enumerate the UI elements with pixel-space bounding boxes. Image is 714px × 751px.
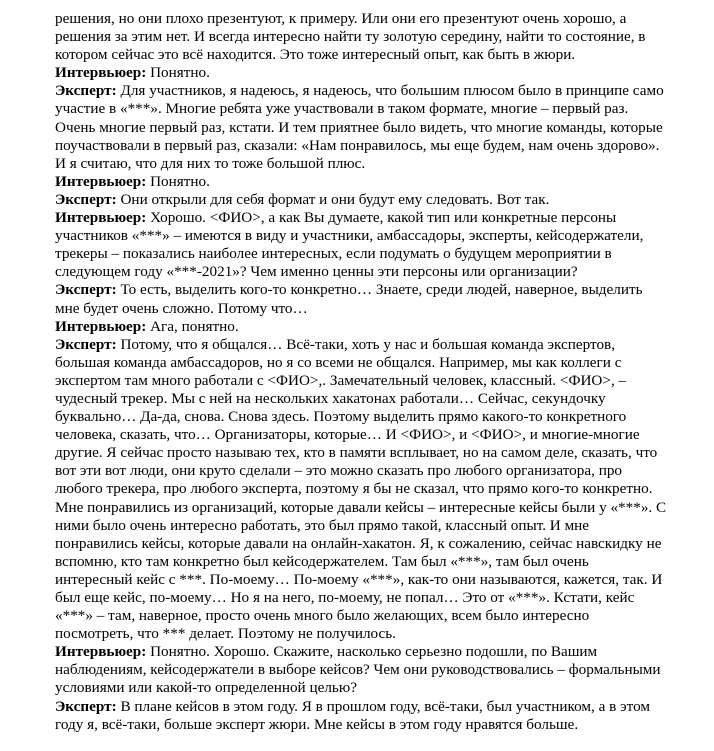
speaker-label: Интервьюер:	[55, 317, 147, 335]
paragraph-text: Понятно.	[146, 64, 210, 82]
speaker-label: Эксперт:	[55, 335, 117, 353]
paragraph-8	[55, 318, 670, 336]
paragraph-1	[55, 10, 670, 64]
paragraph-11	[55, 698, 670, 734]
speaker-label: Интервьюер:	[55, 643, 147, 661]
paragraph-text: То есть, выделить кого-то конкретно… Знаете, среди людей, наверное, выделить мне будет очень сложно. Потому что…	[55, 281, 643, 317]
speaker-label: Эксперт:	[55, 190, 117, 208]
paragraph-text: Ага, понятно.	[146, 317, 239, 335]
paragraph-text: В плане кейсов в этом году. Я в прошлом году, всё-таки, был участником, а в этом году я, всё-таки, больше эксперт жюри. Мне кейсы в этом году нравятся больше.	[55, 697, 651, 733]
paragraph-text: Для участников, я надеюсь, я надеюсь, что большим плюсом было в принципе само участие в «***». Многие ребята уже участвовали в таком формате, многие – первый раз. Очень многие первый раз, кстати. И тем приятнее было видеть, что многие команды, которые поучаствовали в первый раз, сказали: «Нам понравилось, мы еще будем, нам очень здорово». И я считаю, что для них то тоже большой плюс.	[55, 82, 664, 172]
paragraph-text: решения, но они плохо презентуют, к примеру. Или они его презентуют очень хорошо, а решения за этим нет. И всегда интересно найти ту золотую середину, найти то состояние, в котором сейчас это всё находится. Это тоже интересный опыт, как быть в жюри.	[55, 10, 646, 64]
speaker-label: Интервьюер:	[55, 64, 147, 82]
paragraph-7	[55, 281, 670, 317]
paragraph-2	[55, 64, 670, 82]
paragraph-9	[55, 336, 670, 644]
paragraph-6	[55, 209, 670, 281]
speaker-label: Эксперт:	[55, 82, 117, 100]
speaker-label: Эксперт:	[55, 281, 117, 299]
paragraph-text: Они открыли для себя формат и они будут ему следовать. Вот так.	[116, 190, 550, 208]
paragraph-text: Хорошо. <ФИО>, а как Вы думаете, какой тип или конкретные персоны участников «***» – имеются в виду и участники, амбассадоры, эксперты, кейсодержатели, трекеры – показались наиболее интересных, если подумать о будущем мероприятии в следующем году «***-2021»? Чем именно ценны эти персоны или организации?	[55, 209, 644, 281]
paragraph-4	[55, 173, 670, 191]
paragraph-text: Понятно. Хорошо. Скажите, насколько серьезно подошли, по Вашим наблюдениям, кейсодержатели в выборе кейсов? Чем они руководствовались – формальными условиями или какой-то определенной целью?	[55, 643, 661, 697]
paragraph-10	[55, 643, 670, 697]
paragraph-5	[55, 191, 670, 209]
paragraph-3	[55, 82, 670, 172]
paragraph-text: Понятно.	[146, 172, 210, 190]
paragraph-text: Потому, что я общался… Всё-таки, хоть у нас и большая команда экспертов, большая команда амбассадоров, но я со всеми не общался. Например, мы как коллеги с экспертом там много работали с <ФИО>,. Замечательный человек, классный. <ФИО>, – чудесный трекер. Мы с ней на нескольких хакатонах работали… Сейчас, секундочку буквально… Да-да, снова. Снова здесь. Поэтому выделить прямо какого-то конкретного человека, сказать, что… Организаторы, которые… И <ФИО>, и <ФИО>, и многие-многие другие. Я сейчас просто называю тех, кто в памяти всплывает, но на самом деле, сказать, что вот эти вот люди, они круто сделали – это можно сказать про любого организатора, про любого трекера, про любого эксперта, поэтому я бы не сказал, что прямо кого-то конкретно. Мне понравились из организаций, которые давали кейсы – интересные кейсы были у «***». С ними было очень интересно работать, это был прямо такой, классный опыт. И мне понравились кейсы, которые давали на онлайн-хакатон. Я, к сожалению, сейчас навскидку не вспомню, кто там конкретно был кейсодержателем. Там был «***», там был очень интересный кейс с ***. По-моему… По-моему «***», как-то они называются, кажется, так. И был еще кейс, по-моему… Но я на него, по-моему, не попал… Это от «***». Кстати, кейс «***» – там, наверное, просто очень много было желающих, всем было интересно посмотреть, что *** делает. Поэтому не получилось.	[55, 335, 667, 643]
speaker-label: Эксперт:	[55, 697, 117, 715]
speaker-label: Интервьюер:	[55, 172, 147, 190]
speaker-label: Интервьюер:	[55, 209, 147, 227]
